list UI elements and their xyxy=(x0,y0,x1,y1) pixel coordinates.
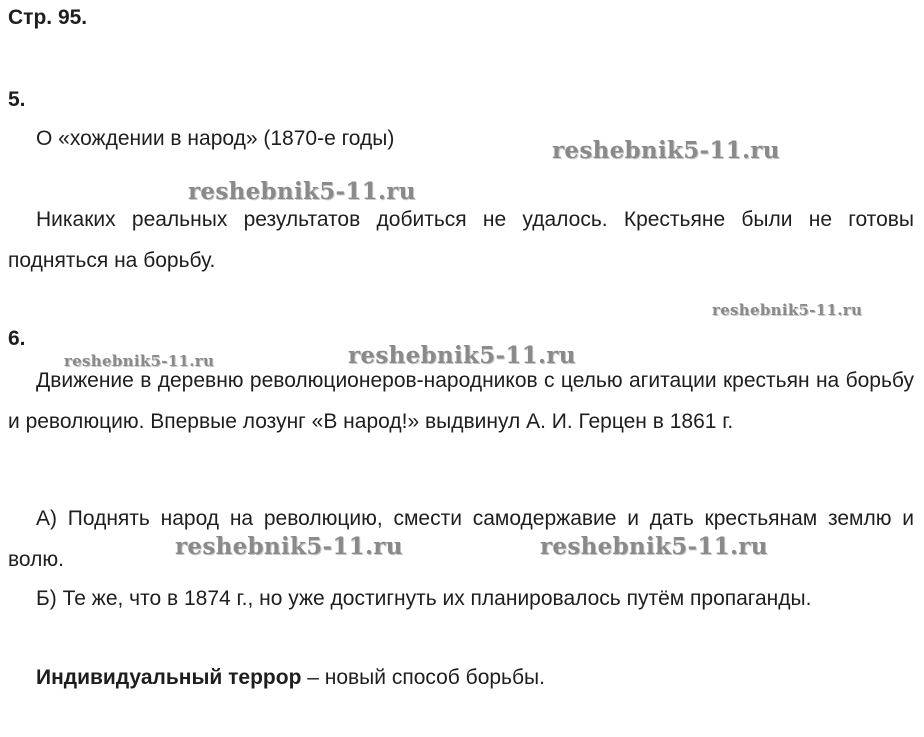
watermark-1: reshebnik5-11.ru xyxy=(552,137,780,164)
task6-paragraph: Движение в деревню революционеров-народников с целью агитации крестьян на борьбу и революцию. Впервые лозунг «В народ!» выдвинул А. И. Герцен в 1861 г. xyxy=(8,369,914,433)
page-header: Стр. 95. xyxy=(8,6,88,29)
task6-answer-b: Б) Те же, что в 1874 г., но уже достигнуть их планировалось путём пропаганды. xyxy=(36,587,812,610)
task6-number: 6. xyxy=(8,327,26,350)
task5-paragraph: Никаких реальных результатов добиться не удалось. Крестьяне были не готовы подняться на борьбу. xyxy=(8,208,914,272)
watermark-2: reshebnik5-11.ru xyxy=(188,178,416,205)
task6-answer-a: А) Поднять народ на революцию, смести самодержавие и дать крестьянам землю и волю. xyxy=(8,507,914,571)
task6-term-line xyxy=(36,666,545,690)
term-definition: – новый способ борьбы. xyxy=(301,666,545,689)
task5-number: 5. xyxy=(8,88,26,111)
watermark-5: reshebnik5-11.ru xyxy=(348,342,576,369)
watermark-7: reshebnik5-11.ru xyxy=(540,533,768,560)
watermark-4: reshebnik5-11.ru xyxy=(64,352,215,370)
watermark-3: reshebnik5-11.ru xyxy=(712,301,863,319)
task5-line1: О «хождении в народ» (1870-е годы) xyxy=(36,127,395,150)
watermark-6: reshebnik5-11.ru xyxy=(175,533,403,560)
term-bold: Индивидуальный террор xyxy=(36,666,302,689)
